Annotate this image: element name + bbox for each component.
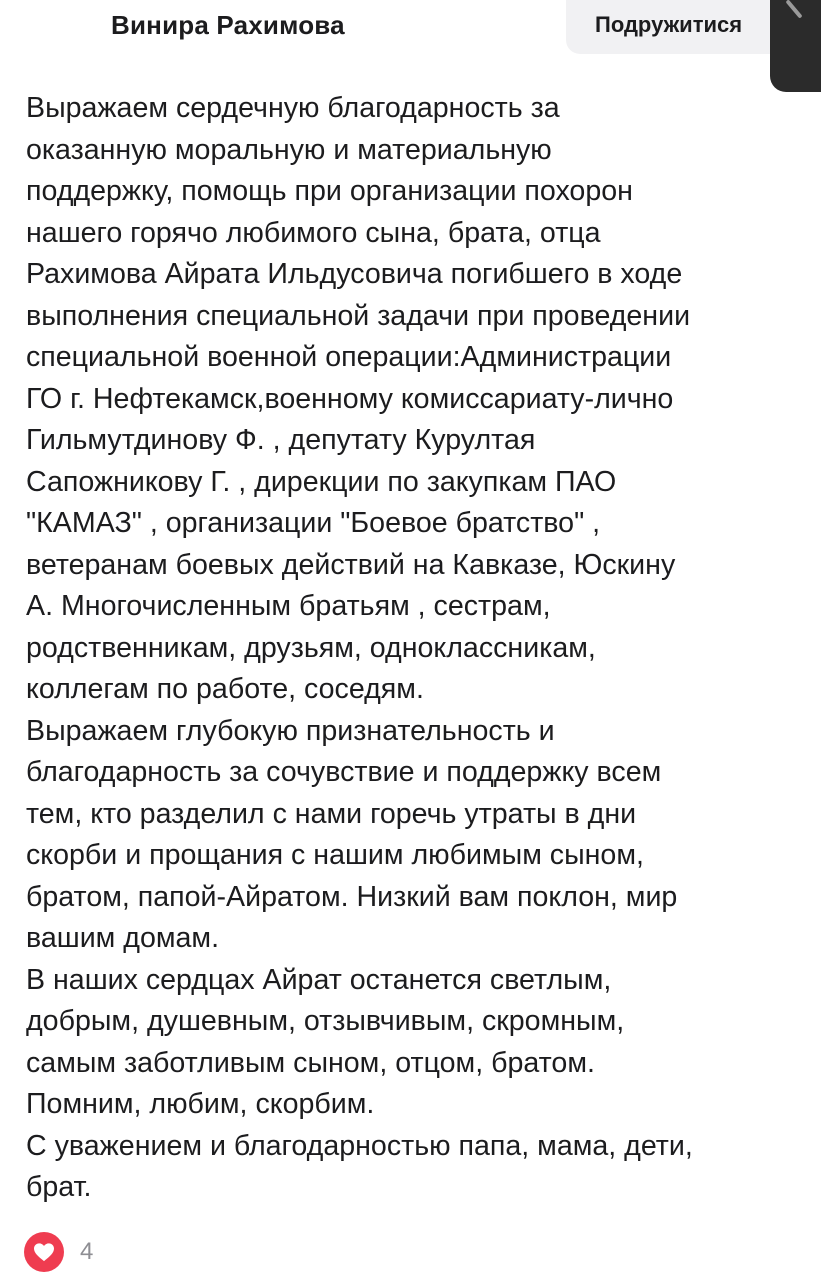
author-name[interactable]: Винира Рахимова bbox=[111, 10, 345, 40]
post-paragraph: С уважением и благодарностью папа, мама, дети, брат. bbox=[26, 1129, 693, 1203]
post-header bbox=[0, 0, 821, 60]
reaction-count: 4 bbox=[80, 1238, 94, 1265]
post-text bbox=[26, 88, 811, 1209]
post-paragraph: Выражаем глубокую признательность и благодарность за сочувствие и поддержку всем тем, кто разделил с нами горечь утраты в дни скорби и прощания с нашим любимым сыном, братом, папой-Айратом. Низкий вам поклон, мир вашим домам. bbox=[26, 714, 678, 954]
post-paragraph: В наших сердцах Айрат останется светлым, добрым, душевным, отзывчивым, скромным, самым заботливым сыном, отцом, братом. Помним, любим, скорбим. bbox=[26, 963, 625, 1120]
heart-glyph bbox=[33, 1242, 55, 1262]
add-friend-button[interactable]: Подружитися bbox=[566, 0, 796, 54]
overlay-tab bbox=[770, 0, 821, 92]
post-paragraph: Выражаем сердечную благодарность за оказанную моральную и материальную поддержку, помощь при организации похорон нашего горячо любимого сына, брата, отца Рахимова Айрата Ильдусовича погибшего в ходе выполнения специальной задачи при проведении специальной военной операции:Администрации ГО г. Нефтекамск,военному комиссариату-лично Гильмутдинову Ф. , депутату Курултая Сапожникову Г. , дирекции по закупкам ПАО "КАМАЗ" , организации "Боевое братство" , ветеранам боевых действий на Кавказе, Юскину А. Многочисленным братьям , сестрам, родственникам, друзьям, одноклассникам, коллегам по работе, соседям. bbox=[26, 92, 691, 705]
reactions-bar[interactable] bbox=[24, 1232, 93, 1272]
heart-icon[interactable] bbox=[24, 1232, 64, 1272]
overlay-stroke bbox=[785, 0, 802, 19]
